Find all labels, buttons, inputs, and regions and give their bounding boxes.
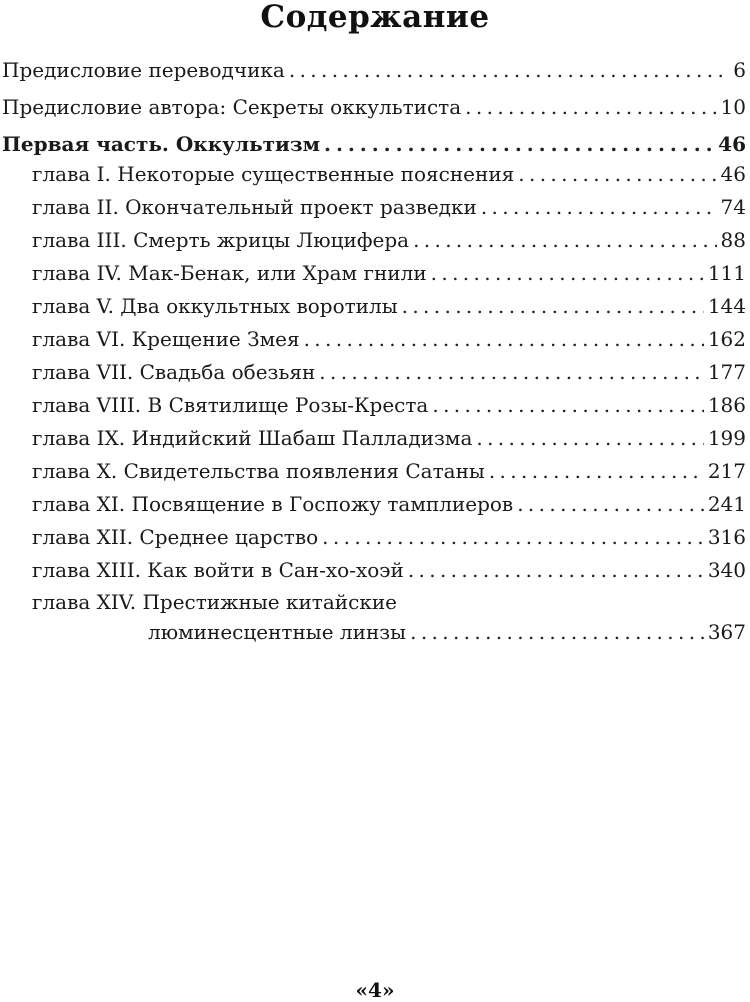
- chapter-page: 177: [707, 360, 746, 384]
- chapter-page: 111: [707, 261, 746, 285]
- chapter-page: 241: [707, 492, 746, 516]
- leader-dots: [402, 290, 704, 323]
- toc-chapter[interactable]: [0, 290, 750, 323]
- chapter-title: глава III. Смерть жрицы Люцифера: [32, 228, 410, 252]
- toc-chapter[interactable]: [0, 323, 750, 356]
- toc-chapter[interactable]: [0, 356, 750, 389]
- chapter-title: глава IV. Мак-Бенак, или Храм гнили: [32, 261, 427, 285]
- chapter-title: глава II. Окончательный проект разведки: [32, 195, 477, 219]
- chapter-title: глава VI. Крещение Змея: [32, 327, 300, 351]
- chapter-title: глава XI. Посвящение в Госпожу тамплиеров: [32, 492, 514, 516]
- leader-dots: [476, 422, 703, 455]
- chapter-page: 186: [707, 393, 746, 417]
- table-of-contents: [0, 56, 750, 647]
- chapter-title: глава IX. Индийский Шабаш Палладизма: [32, 426, 473, 450]
- toc-chapter[interactable]: [0, 455, 750, 488]
- leader-dots: [518, 158, 716, 191]
- toc-entry-translator-preface[interactable]: [0, 56, 750, 84]
- chapter-title-line1: глава XIV. Престижные китайские: [32, 590, 397, 614]
- leader-dots: [431, 257, 704, 290]
- chapter-title: глава X. Свидетельства появления Сатаны: [32, 459, 485, 483]
- toc-entry-part-one[interactable]: [0, 130, 750, 158]
- chapter-page: 340: [707, 558, 746, 582]
- chapter-page: 199: [707, 426, 746, 450]
- chapter-page: 74: [720, 195, 746, 219]
- leader-dots: [465, 93, 716, 121]
- chapter-title: глава V. Два оккультных воротилы: [32, 294, 398, 318]
- chapter-page: 217: [707, 459, 746, 483]
- toc-chapter[interactable]: [0, 191, 750, 224]
- leader-dots: [322, 521, 704, 554]
- toc-chapter[interactable]: [0, 224, 750, 257]
- chapter-title: глава I. Некоторые существенные пояснения: [32, 162, 515, 186]
- toc-entry-title: Предисловие переводчика: [2, 58, 285, 82]
- chapter-page: 367: [707, 620, 746, 644]
- leader-dots: [319, 356, 704, 389]
- chapter-title: глава VII. Свадьба обезьян: [32, 360, 316, 384]
- toc-entry-title: Предисловие автора: Секреты оккультиста: [2, 95, 462, 119]
- toc-chapter-last[interactable]: [0, 587, 750, 647]
- toc-chapter[interactable]: [0, 158, 750, 191]
- toc-entry-page: 6: [733, 58, 746, 82]
- toc-entry-page: 10: [720, 95, 746, 119]
- leader-dots: [481, 191, 717, 224]
- toc-chapter[interactable]: [0, 554, 750, 587]
- page-number: «4»: [355, 978, 395, 1002]
- toc-entry-author-preface[interactable]: [0, 93, 750, 121]
- chapter-page: 162: [707, 327, 746, 351]
- leader-dots: [410, 617, 704, 647]
- chapter-page: 144: [707, 294, 746, 318]
- chapter-title: глава XIII. Как войти в Сан-хо-хоэй: [32, 558, 404, 582]
- toc-chapter[interactable]: [0, 488, 750, 521]
- chapter-title: глава VIII. В Святилище Розы-Креста: [32, 393, 429, 417]
- toc-chapter[interactable]: [0, 521, 750, 554]
- chapter-page: 88: [720, 228, 746, 252]
- chapter-title: глава XII. Среднее царство: [32, 525, 319, 549]
- leader-dots: [489, 455, 704, 488]
- leader-dots: [413, 224, 716, 257]
- leader-dots: [304, 323, 704, 356]
- leader-dots: [408, 554, 704, 587]
- toc-chapter[interactable]: [0, 389, 750, 422]
- chapter-page: 46: [720, 162, 746, 186]
- leader-dots: [289, 56, 729, 84]
- toc-part-title: Первая часть. Оккультизм: [2, 132, 321, 156]
- leader-dots: [517, 488, 704, 521]
- toc-part-page: 46: [718, 132, 746, 156]
- chapter-page: 316: [707, 525, 746, 549]
- page-title: Содержание: [260, 0, 490, 35]
- leader-dots: [432, 389, 703, 422]
- leader-dots: [324, 130, 714, 158]
- chapter-title-line2: люминесцентные линзы: [148, 620, 407, 644]
- toc-chapter[interactable]: [0, 257, 750, 290]
- toc-chapter[interactable]: [0, 422, 750, 455]
- chapter-title-line2-row: [32, 617, 746, 647]
